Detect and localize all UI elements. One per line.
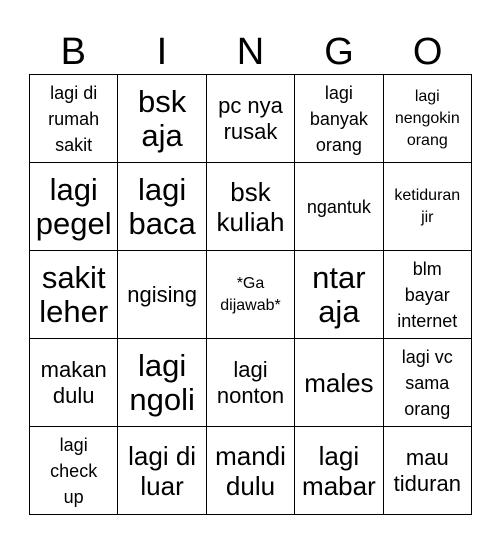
- bingo-cell-text: lagi check up: [50, 434, 98, 507]
- bingo-cell-text: makan dulu: [40, 356, 107, 408]
- bingo-cell[interactable]: [207, 163, 295, 251]
- bingo-cell-text: lagi banyak orang: [309, 82, 368, 155]
- bingo-cell[interactable]: [384, 339, 472, 427]
- bingo-cell-text: ketiduran jir: [394, 186, 461, 226]
- bingo-cell[interactable]: [384, 75, 472, 163]
- bingo-cell-text: lagi nengokin orang: [394, 87, 460, 149]
- bingo-cell[interactable]: [295, 163, 383, 251]
- header-letter-g: G: [324, 31, 354, 73]
- bingo-cell-text: lagi vc sama orang: [401, 346, 453, 419]
- bingo-cell[interactable]: [118, 163, 206, 251]
- bingo-cell[interactable]: [118, 339, 206, 427]
- bingo-cell[interactable]: [30, 75, 118, 163]
- header-letter-i: I: [156, 31, 168, 73]
- bingo-cell-text: lagi ngoli: [129, 347, 195, 417]
- bingo-cell[interactable]: [295, 427, 383, 515]
- bingo-cell-text: ngising: [127, 281, 197, 307]
- bingo-cell-text: bsk kuliah: [216, 176, 285, 237]
- bingo-cell-text: lagi mabar: [302, 440, 376, 501]
- bingo-cell-text: ngantuk: [306, 196, 371, 217]
- bingo-cell-text: lagi di luar: [128, 440, 197, 501]
- bingo-cell[interactable]: [295, 339, 383, 427]
- bingo-cell[interactable]: [30, 339, 118, 427]
- bingo-cell[interactable]: [30, 427, 118, 515]
- bingo-cell[interactable]: [207, 339, 295, 427]
- bingo-cell-text: blm bayar internet: [397, 258, 458, 331]
- bingo-cell-text: mandi dulu: [215, 440, 286, 501]
- bingo-cell[interactable]: [207, 75, 295, 163]
- bingo-cell-text: males: [304, 367, 374, 398]
- bingo-cell[interactable]: [295, 75, 383, 163]
- bingo-cell-text: lagi pegel: [35, 171, 112, 241]
- header-letter-n: N: [236, 31, 265, 73]
- bingo-cell[interactable]: [207, 251, 295, 339]
- bingo-cell-text: pc nya rusak: [218, 92, 283, 144]
- bingo-cell[interactable]: [384, 251, 472, 339]
- bingo-cell[interactable]: [384, 427, 472, 515]
- bingo-cell-text: mau tiduran: [393, 444, 461, 496]
- bingo-cell-text: lagi nonton: [216, 356, 285, 408]
- bingo-grid: [29, 74, 472, 515]
- bingo-cell-text: bsk aja: [137, 83, 187, 153]
- bingo-cell[interactable]: [30, 163, 118, 251]
- bingo-cell[interactable]: [118, 427, 206, 515]
- bingo-cell-text: sakit leher: [39, 259, 109, 329]
- bingo-cell[interactable]: [118, 75, 206, 163]
- bingo-header: [29, 30, 472, 74]
- header-letter-b: B: [60, 31, 86, 73]
- bingo-cell-text: *Ga dijawab*: [220, 274, 281, 314]
- bingo-cell-text: lagi baca: [128, 171, 196, 241]
- bingo-cell[interactable]: [118, 251, 206, 339]
- bingo-cell[interactable]: [30, 251, 118, 339]
- header-letter-o: O: [412, 31, 443, 73]
- bingo-cell-text: lagi di rumah sakit: [48, 82, 100, 155]
- bingo-cell[interactable]: [295, 251, 383, 339]
- bingo-cell-text: ntar aja: [312, 259, 366, 329]
- bingo-cell[interactable]: [207, 427, 295, 515]
- bingo-cell[interactable]: [384, 163, 472, 251]
